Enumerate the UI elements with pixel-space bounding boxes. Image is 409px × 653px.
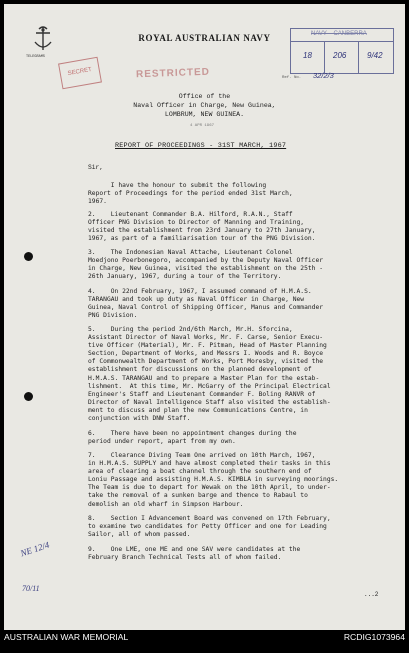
punch-hole-bottom (24, 392, 33, 401)
paragraph-5: 5. During the period 2nd/6th March, Mr.H. Sforcina, Assistant Director of Naval Works, Mr. F. Carse, Senior Execu- tive Officer (Material), Mr. F. Pitman, Head of Master Planning Section, Department of Works, and Messrs I. Woods and R. Boyce of Commonwealth Department of Works, Port Moresby, visited the establishment for discussions on the planned development of H.M.A.S. TARANGAU and to prepare a Master Plan for the estab- lishment. At this time, Mr. McGarry of the Principal Electrical Engineer's Staff and Lieutenant Commander F. Boling RANVR of Director of Naval Intelligence Staff also visited the establish- ment to discuss and plan the new Communications Centre, in conjunction with DNW Staff. (88, 326, 331, 423)
report-title: REPORT OF PROCEEDINGS - 31ST MARCH, 1967 (115, 142, 287, 150)
pencil-date-mark: 4 APR 1967 (190, 124, 215, 128)
paragraph-7: 7. Clearance Diving Team One arrived on 10th March, 1967, in H.M.A.S. SUPPLY and have almost completed their tasks in this area of clearing a boat channel through the southern end of Loniu Passage and assisting H.M.A.S. KIMBLA in surveying moorings. The Team is due to depart for Wewak on the 10th April, to under- take the removal of a sunken barge and thence to Rabaul to demolish an old wharf in Simpson Harbour. (88, 452, 339, 508)
archive-id: RCDIG1073964 (343, 632, 405, 642)
paragraph-2: 2. Lieutenant Commander B.A. Hilford, R.A.N., Staff Officer PNG Division to Director of Manning and Training, visited the establishment from 23rd January to 27th January, 1967, as part of a familiarisation tour of the PNG Division. (88, 211, 316, 243)
handwritten-initials-2: 70/11 (22, 584, 40, 593)
file-number-label: Ref. No. (282, 76, 302, 80)
registry-cell-1: 18 (303, 51, 312, 60)
registry-stamp (290, 28, 394, 74)
office-line-2: Naval Officer in Charge, New Guinea, (133, 102, 276, 109)
letterhead: ROYAL AUSTRALIAN NAVY (138, 33, 271, 43)
paragraph-6: 6. There have been no appointment changes during the period under report, apart from my own. (88, 430, 297, 446)
document-page (4, 4, 405, 630)
handwritten-initials-1: NE 12/4 (19, 539, 51, 559)
paragraph-8: 8. Section I Advancement Board was convened on 17th February, to examine two candidates for Petty Officer and one for Leading Sailor, all of whom passed. (88, 515, 331, 539)
paragraph-4: 4. On 22nd February, 1967, I assumed command of H.M.A.S. TARANGAU and took up duty as Naval Officer in Charge, New Guinea, Naval Control of Shipping Officer, Manus and Commander PNG Division. (88, 288, 324, 320)
continuation-mark: ...2 (364, 591, 379, 598)
punch-hole-top (24, 252, 33, 261)
archive-caption: AUSTRALIAN WAR MEMORIAL (4, 632, 129, 642)
office-line-1: Office of the (178, 93, 231, 100)
paragraph-9: 9. One LME, one ME and one SAV were candidates at the February Branch Technical Tests all of whom failed. (88, 546, 301, 562)
faded-red-stamp: SECRET (58, 57, 102, 90)
office-line-3: LOMBRUM, NEW GUINEA. (164, 111, 245, 118)
salutation: Sir, (88, 164, 104, 171)
registry-cell-3: 9/42 (367, 51, 383, 60)
registry-stamp-head: NAVY – CANBERRA (311, 31, 367, 37)
paragraph-3: 3. The Indonesian Naval Attache, Lieutenant Colonel Moedjono Poerbonegoro, accompanied by the Deputy Naval Officer in Charge, New Guinea, visited the establishment on the 25th - 26th January, 1967, during a tour of the Territory. (88, 249, 324, 281)
file-number: 32/2/3 (313, 71, 334, 80)
registry-cell-2: 206 (333, 51, 347, 60)
restricted-stamp: RESTRICTED (135, 66, 211, 81)
paragraph-1: I have the honour to submit the following Report of Proceedings for the period ended 31st March, 1967. (88, 182, 293, 206)
crest-label: TELEGRAMS (26, 55, 45, 59)
